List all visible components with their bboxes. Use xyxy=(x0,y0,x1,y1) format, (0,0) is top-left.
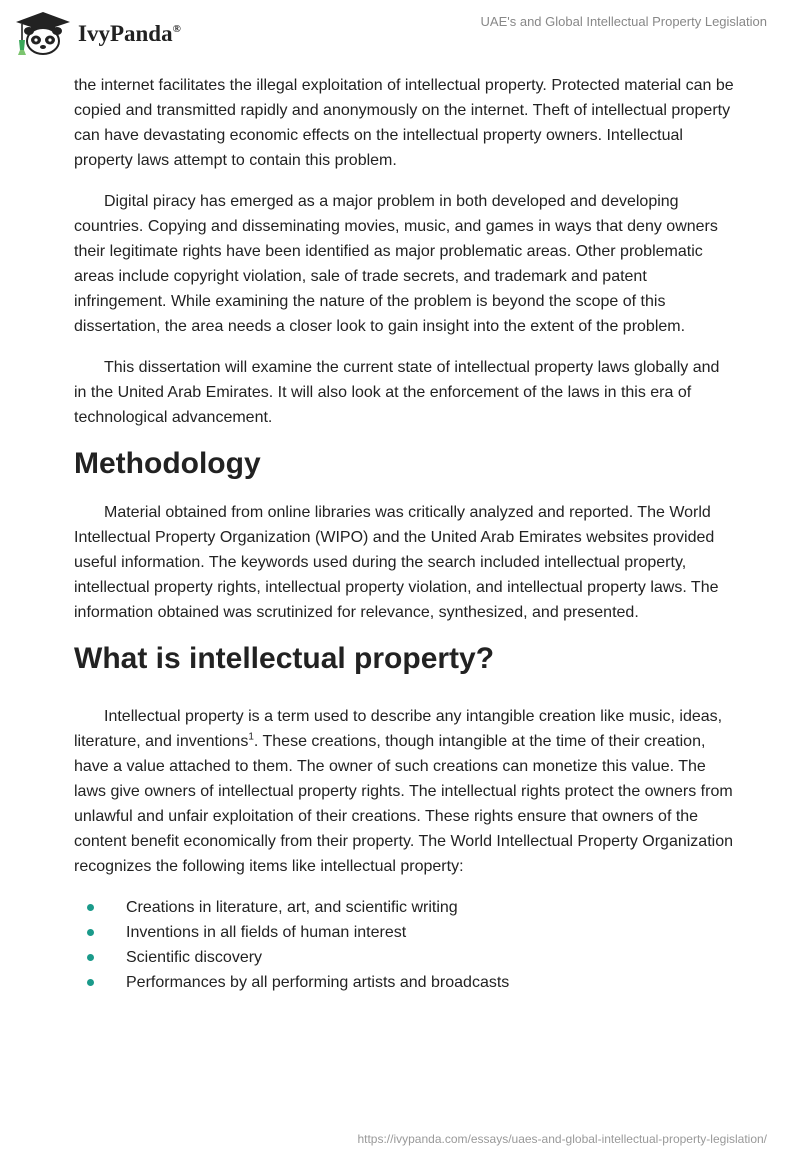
bullet-dot-icon xyxy=(87,904,94,911)
registered-mark: ® xyxy=(172,23,181,35)
essay-body xyxy=(74,73,734,995)
paragraph-dissertation-scope: This dissertation will examine the current state of intellectual property laws globally and in the United Arab Emirates. It will also look at the enforcement of the laws in this era of technological advancement. xyxy=(74,359,720,426)
bullet-dot-icon xyxy=(87,954,94,961)
paragraph-methodology: Material obtained from online libraries was critically analyzed and reported. The World Intellectual Property Organization (WIPO) and the United Arab Emirates websites provided useful information. The keywords used during the search included intellectual property, intellectual property rights, intellectual property violation, and intellectual property laws. The information obtained was scrutinized for relevance, synthesized, and presented. xyxy=(74,504,719,621)
brand-name xyxy=(78,21,181,47)
list-item-text: Scientific discovery xyxy=(126,949,263,966)
brand-logo[interactable] xyxy=(14,8,181,58)
list-item xyxy=(74,945,734,970)
paragraph-digital-piracy: Digital piracy has emerged as a major problem in both developed and developing countries. Copying and disseminating movies, music, and games in ways that deny owners their legitimate rights have been identified as major problematic areas. Other problematic areas include copyright violation, sale of trade secrets, and trademark and patent infringement. While examining the nature of the problem is beyond the scope of this dissertation, the area needs a closer look to gain insight into the extent of the problem. xyxy=(74,193,718,335)
list-item-text: Performances by all performing artists and broadcasts xyxy=(126,974,510,991)
panda-graduate-icon xyxy=(14,10,72,56)
bullet-dot-icon xyxy=(87,929,94,936)
ip-items-list xyxy=(74,895,734,995)
paragraph-ip-end: . These creations, though intangible at the time of their creation, have a value attached to them. The owner of such creations can monetize this value. The laws give owners of intellectual property rights. The intellectual rights protect the owners from unlawful and unfair exploitation of their creations. These rights ensure that owners of the content benefit economically from their property. The World Intellectual Property Organization recognizes the following items like intellectual property: xyxy=(74,733,733,875)
brand-text: IvyPanda xyxy=(78,21,173,46)
heading-methodology: Methodology xyxy=(74,447,261,480)
list-item xyxy=(74,895,734,920)
paragraph-ip-definition xyxy=(74,704,734,879)
paragraph-ip-start: Intellectual property is a term used to describe any intangible creation like music, ideas, literature, and inventions xyxy=(74,708,723,750)
bullet-dot-icon xyxy=(87,979,94,986)
paragraph-internet-exploitation: the internet facilitates the illegal exploitation of intellectual property. Protected material can be copied and transmitted rapidly and anonymously on the internet. Theft of intellectual property can have devastating economic effects on the intellectual property owners. Intellectual property laws attempt to contain this problem. xyxy=(74,77,734,169)
page-header xyxy=(0,0,800,70)
list-item xyxy=(74,920,734,945)
heading-what-is-ip: What is intellectual property? xyxy=(74,642,495,675)
footer-url[interactable]: https://ivypanda.com/essays/uaes-and-global-intellectual-property-legislation/ xyxy=(357,1132,767,1146)
footnote-ref[interactable]: 1 xyxy=(248,731,254,743)
list-item xyxy=(74,970,734,995)
list-item-text: Creations in literature, art, and scientific writing xyxy=(126,899,458,916)
list-item-text: Inventions in all fields of human interest xyxy=(126,924,407,941)
document-title: UAE's and Global Intellectual Property Legislation xyxy=(480,14,767,29)
